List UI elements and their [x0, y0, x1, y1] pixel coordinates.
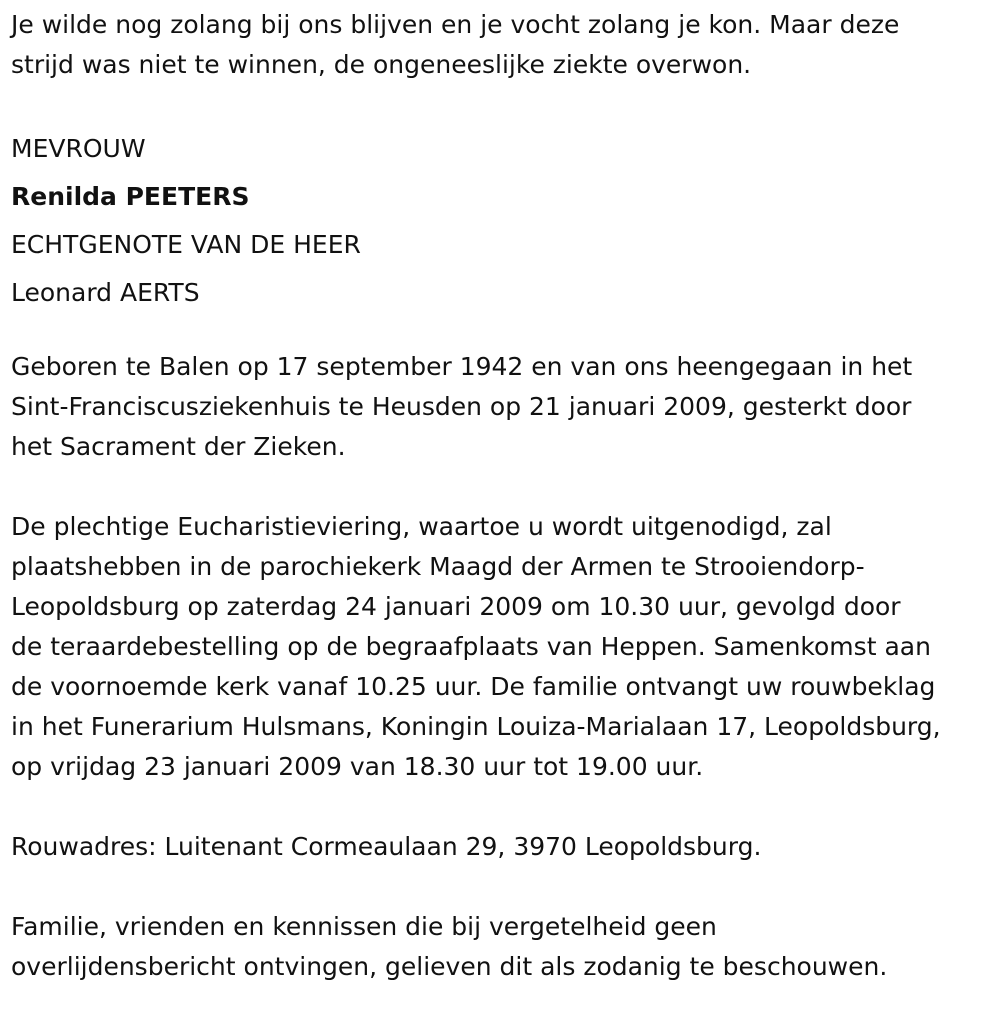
birth-death-line: Geboren te Balen op 17 september 1942 en van ons heengegaan in het	[11, 352, 913, 381]
deceased-block	[11, 125, 996, 317]
deceased-name: Renilda PEETERS	[11, 182, 250, 211]
ceremony-line: plaatshebben in de parochiekerk Maagd der Armen te Strooiendorp-	[11, 552, 865, 581]
ceremony-line: de teraardebestelling op de begraafplaats van Heppen. Samenkomst aan	[11, 632, 931, 661]
birth-death-line: Sint-Franciscusziekenhuis te Heusden op 21 januari 2009, gesterkt door	[11, 392, 912, 421]
address-paragraph	[11, 827, 996, 867]
closing-line: overlijdensbericht ontvingen, gelieven dit als zodanig te beschouwen.	[11, 952, 888, 981]
intro-line: strijd was niet te winnen, de ongeneeslijke ziekte overwon.	[11, 50, 752, 79]
spouse-name: Leonard AERTS	[11, 278, 200, 307]
mourning-address: Rouwadres: Luitenant Cormeaulaan 29, 3970 Leopoldsburg.	[11, 832, 762, 861]
deceased-title: MEVROUW	[11, 134, 146, 163]
intro-paragraph	[11, 5, 996, 85]
birth-death-line: het Sacrament der Zieken.	[11, 432, 346, 461]
birth-death-paragraph	[11, 347, 996, 467]
ceremony-line: Leopoldsburg op zaterdag 24 januari 2009 om 10.30 uur, gevolgd door	[11, 592, 901, 621]
ceremony-line: de voornoemde kerk vanaf 10.25 uur. De familie ontvangt uw rouwbeklag	[11, 672, 936, 701]
closing-line: Familie, vrienden en kennissen die bij vergetelheid geen	[11, 912, 717, 941]
obituary-document	[11, 5, 996, 1027]
ceremony-paragraph	[11, 507, 996, 787]
closing-paragraph	[11, 907, 996, 987]
deceased-relation: ECHTGENOTE VAN DE HEER	[11, 230, 361, 259]
intro-line: Je wilde nog zolang bij ons blijven en je vocht zolang je kon. Maar deze	[11, 10, 900, 39]
ceremony-line: De plechtige Eucharistieviering, waartoe u wordt uitgenodigd, zal	[11, 512, 832, 541]
ceremony-line: op vrijdag 23 januari 2009 van 18.30 uur tot 19.00 uur.	[11, 752, 704, 781]
ceremony-line: in het Funerarium Hulsmans, Koningin Louiza-Marialaan 17, Leopoldsburg,	[11, 712, 941, 741]
